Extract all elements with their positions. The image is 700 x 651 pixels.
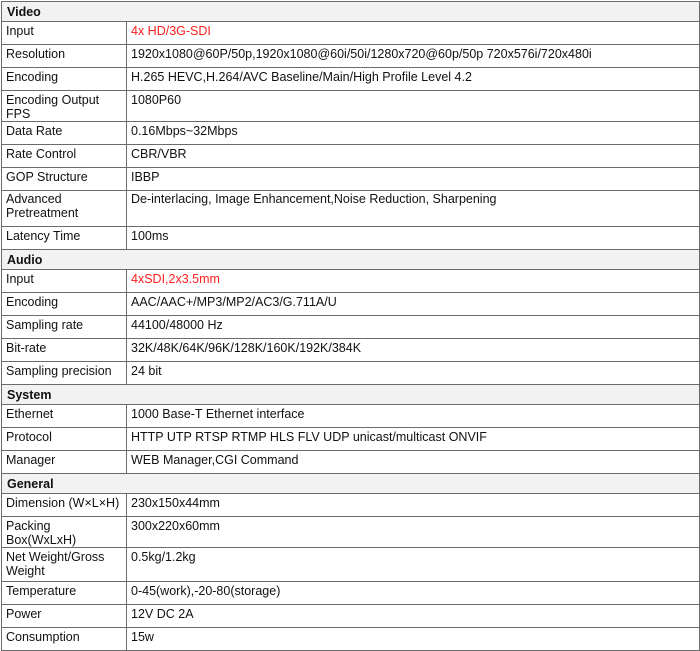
spec-value: IBBP [127, 168, 700, 191]
spec-value: 0.16Mbps~32Mbps [127, 122, 700, 145]
spec-label: Packing Box(WxLxH) [2, 517, 127, 548]
spec-value: 1080P60 [127, 91, 700, 122]
section-header-general [2, 474, 700, 494]
section-title: System [2, 385, 700, 405]
spec-table [1, 1, 700, 651]
spec-row [2, 405, 700, 428]
spec-value: CBR/VBR [127, 145, 700, 168]
spec-row [2, 582, 700, 605]
spec-label: Protocol [2, 428, 127, 451]
spec-label: Power [2, 605, 127, 628]
spec-label: Consumption [2, 628, 127, 651]
spec-value: De-interlacing, Image Enhancement,Noise Reduction, Sharpening [127, 191, 700, 227]
section-title: Video [2, 2, 700, 22]
spec-row [2, 145, 700, 168]
spec-value: HTTP UTP RTSP RTMP HLS FLV UDP unicast/multicast ONVIF [127, 428, 700, 451]
spec-row [2, 91, 700, 122]
section-title: General [2, 474, 700, 494]
section-header-audio [2, 250, 700, 270]
spec-value: 300x220x60mm [127, 517, 700, 548]
spec-value: 24 bit [127, 362, 700, 385]
spec-row [2, 316, 700, 339]
spec-label: Data Rate [2, 122, 127, 145]
spec-table-body [2, 2, 700, 651]
spec-row [2, 494, 700, 517]
spec-row [2, 517, 700, 548]
spec-value: 230x150x44mm [127, 494, 700, 517]
spec-row [2, 168, 700, 191]
spec-label: Dimension (W×L×H) [2, 494, 127, 517]
spec-row [2, 339, 700, 362]
spec-label: Ethernet [2, 405, 127, 428]
spec-value: 0-45(work),-20-80(storage) [127, 582, 700, 605]
spec-value: 1920x1080@60P/50p,1920x1080@60i/50i/1280x720@60p/50p 720x576i/720x480i [127, 45, 700, 68]
spec-value: AAC/AAC+/MP3/MP2/AC3/G.711A/U [127, 293, 700, 316]
spec-value: 0.5kg/1.2kg [127, 548, 700, 582]
spec-label: Resolution [2, 45, 127, 68]
spec-value: 15w [127, 628, 700, 651]
section-header-system [2, 385, 700, 405]
spec-value: H.265 HEVC,H.264/AVC Baseline/Main/High Profile Level 4.2 [127, 68, 700, 91]
spec-label: Input [2, 22, 127, 45]
spec-row [2, 548, 700, 582]
spec-label: Sampling rate [2, 316, 127, 339]
spec-label: Bit-rate [2, 339, 127, 362]
spec-value: 4xSDI,2x3.5mm [127, 270, 700, 293]
spec-row [2, 362, 700, 385]
spec-label: Encoding [2, 293, 127, 316]
spec-row [2, 22, 700, 45]
spec-row [2, 68, 700, 91]
spec-label: Input [2, 270, 127, 293]
spec-label: Latency Time [2, 227, 127, 250]
spec-value: 1000 Base-T Ethernet interface [127, 405, 700, 428]
spec-row [2, 451, 700, 474]
spec-label: Rate Control [2, 145, 127, 168]
spec-value: 100ms [127, 227, 700, 250]
section-header-video [2, 2, 700, 22]
spec-row [2, 45, 700, 68]
spec-row [2, 122, 700, 145]
spec-row [2, 605, 700, 628]
spec-label: GOP Structure [2, 168, 127, 191]
spec-value: 32K/48K/64K/96K/128K/160K/192K/384K [127, 339, 700, 362]
spec-row [2, 227, 700, 250]
spec-row [2, 293, 700, 316]
spec-row [2, 191, 700, 227]
spec-value: 44100/48000 Hz [127, 316, 700, 339]
section-title: Audio [2, 250, 700, 270]
spec-label: Temperature [2, 582, 127, 605]
spec-value: 4x HD/3G-SDI [127, 22, 700, 45]
spec-label: Sampling precision [2, 362, 127, 385]
spec-label: Encoding [2, 68, 127, 91]
spec-row [2, 428, 700, 451]
spec-row [2, 628, 700, 651]
spec-label: Manager [2, 451, 127, 474]
spec-label: Advanced Pretreatment [2, 191, 127, 227]
spec-value: WEB Manager,CGI Command [127, 451, 700, 474]
spec-value: 12V DC 2A [127, 605, 700, 628]
spec-row [2, 270, 700, 293]
spec-label: Net Weight/Gross Weight [2, 548, 127, 582]
spec-label: Encoding Output FPS [2, 91, 127, 122]
